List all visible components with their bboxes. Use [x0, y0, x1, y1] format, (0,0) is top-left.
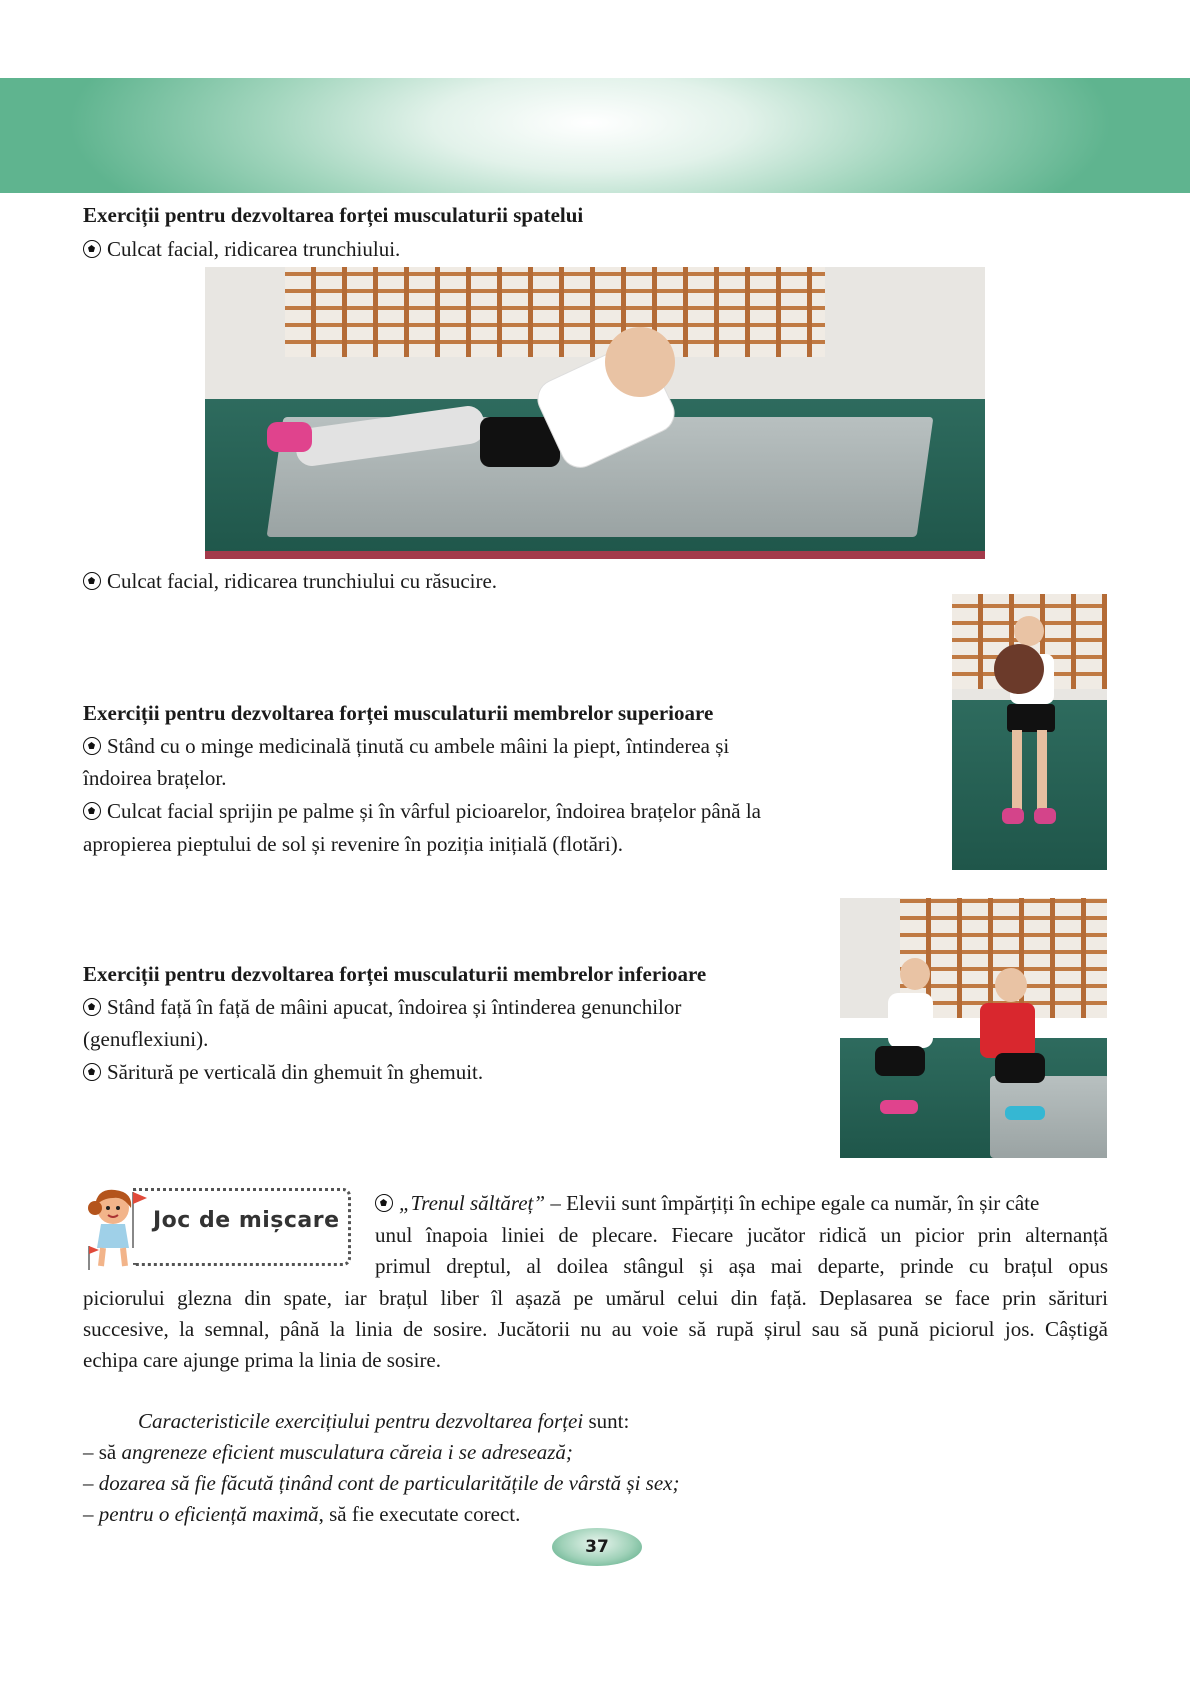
- list-item-continuation: îndoirea brațelor.: [83, 766, 227, 790]
- game-text-line: echipa care ajunge prima la linia de sosire.: [83, 1348, 442, 1372]
- list-item: Culcat facial, ridicarea trunchiului.: [83, 233, 400, 265]
- soccer-ball-icon: [83, 737, 101, 755]
- game-text-line: primul dreptul, al doilea stângul și așa mai departe, prinde cu brațul opus: [375, 1254, 1108, 1278]
- list-item: Săritură pe verticală din ghemuit în ghemuit.: [83, 1056, 483, 1088]
- game-text-line: unul înapoia liniei de plecare. Fiecare jucător ridică un picior prin alternanță: [375, 1223, 1108, 1247]
- section-heading-back: Exerciții pentru dezvoltarea forței musculaturii spatelui: [83, 203, 584, 227]
- soccer-ball-icon: [83, 802, 101, 820]
- list-item: Culcat facial sprijin pe palme și în vârful picioarelor, îndoirea brațelor până la: [83, 795, 869, 827]
- list-item: Culcat facial, ridicarea trunchiului cu răsucire.: [83, 565, 497, 597]
- header-band: [0, 78, 1190, 193]
- photo-medicine-ball: [952, 594, 1107, 870]
- soccer-ball-icon: [83, 998, 101, 1016]
- section-heading-upper: Exerciții pentru dezvoltarea forței musculaturii membrelor superioare: [83, 701, 714, 725]
- list-item: Stând cu o minge medicinală ținută cu ambele mâini la piept, întinderea și: [83, 730, 729, 762]
- section-heading-lower: Exerciții pentru dezvoltarea forței musculaturii membrelor inferioare: [83, 962, 707, 986]
- game-text-line: „Trenul săltăreț” – Elevii sunt împărțiți în echipe egale ca număr, în șir câte: [375, 1187, 1108, 1219]
- game-title: „Trenul săltăreț”: [399, 1191, 546, 1215]
- characteristics-item: – dozarea să fie făcută ținând cont de particularitățile de vârstă și sex;: [83, 1471, 680, 1495]
- girl-mascot-icon: [83, 1186, 153, 1272]
- list-item: Stând față în față de mâini apucat, îndoirea și întinderea genunchilor: [83, 991, 681, 1023]
- list-item-continuation: (genuflexiuni).: [83, 1027, 209, 1051]
- list-item-continuation: apropierea pieptului de sol și revenire în poziția inițială (flotări).: [83, 832, 623, 856]
- soccer-ball-icon: [83, 240, 101, 258]
- characteristics-intro: Caracteristicile exercițiului pentru dezvoltarea forței sunt:: [138, 1409, 630, 1433]
- game-text-line: piciorului glezna din spate, iar brațul liber îl așază pe umărul celui din față. Deplasarea se face prin sărituri: [83, 1286, 1108, 1310]
- characteristics-item: – să angreneze eficient musculatura căreia i se adresează;: [83, 1440, 573, 1464]
- soccer-ball-icon: [375, 1194, 393, 1212]
- photo-back-raise: [205, 267, 985, 559]
- characteristics-item: – pentru o eficiență maximă, să fie executate corect.: [83, 1502, 521, 1526]
- page-number: 37: [552, 1528, 642, 1566]
- game-text-line: succesive, la semnal, până la linia de sosire. Jucătorii nu au voie să rupă șirul sau să pună piciorul jos. Câștigă: [83, 1317, 1108, 1341]
- soccer-ball-icon: [83, 572, 101, 590]
- game-badge: [83, 1186, 355, 1268]
- photo-squats: [840, 898, 1107, 1158]
- soccer-ball-icon: [83, 1063, 101, 1081]
- game-badge-label: Joc de mișcare: [153, 1208, 340, 1233]
